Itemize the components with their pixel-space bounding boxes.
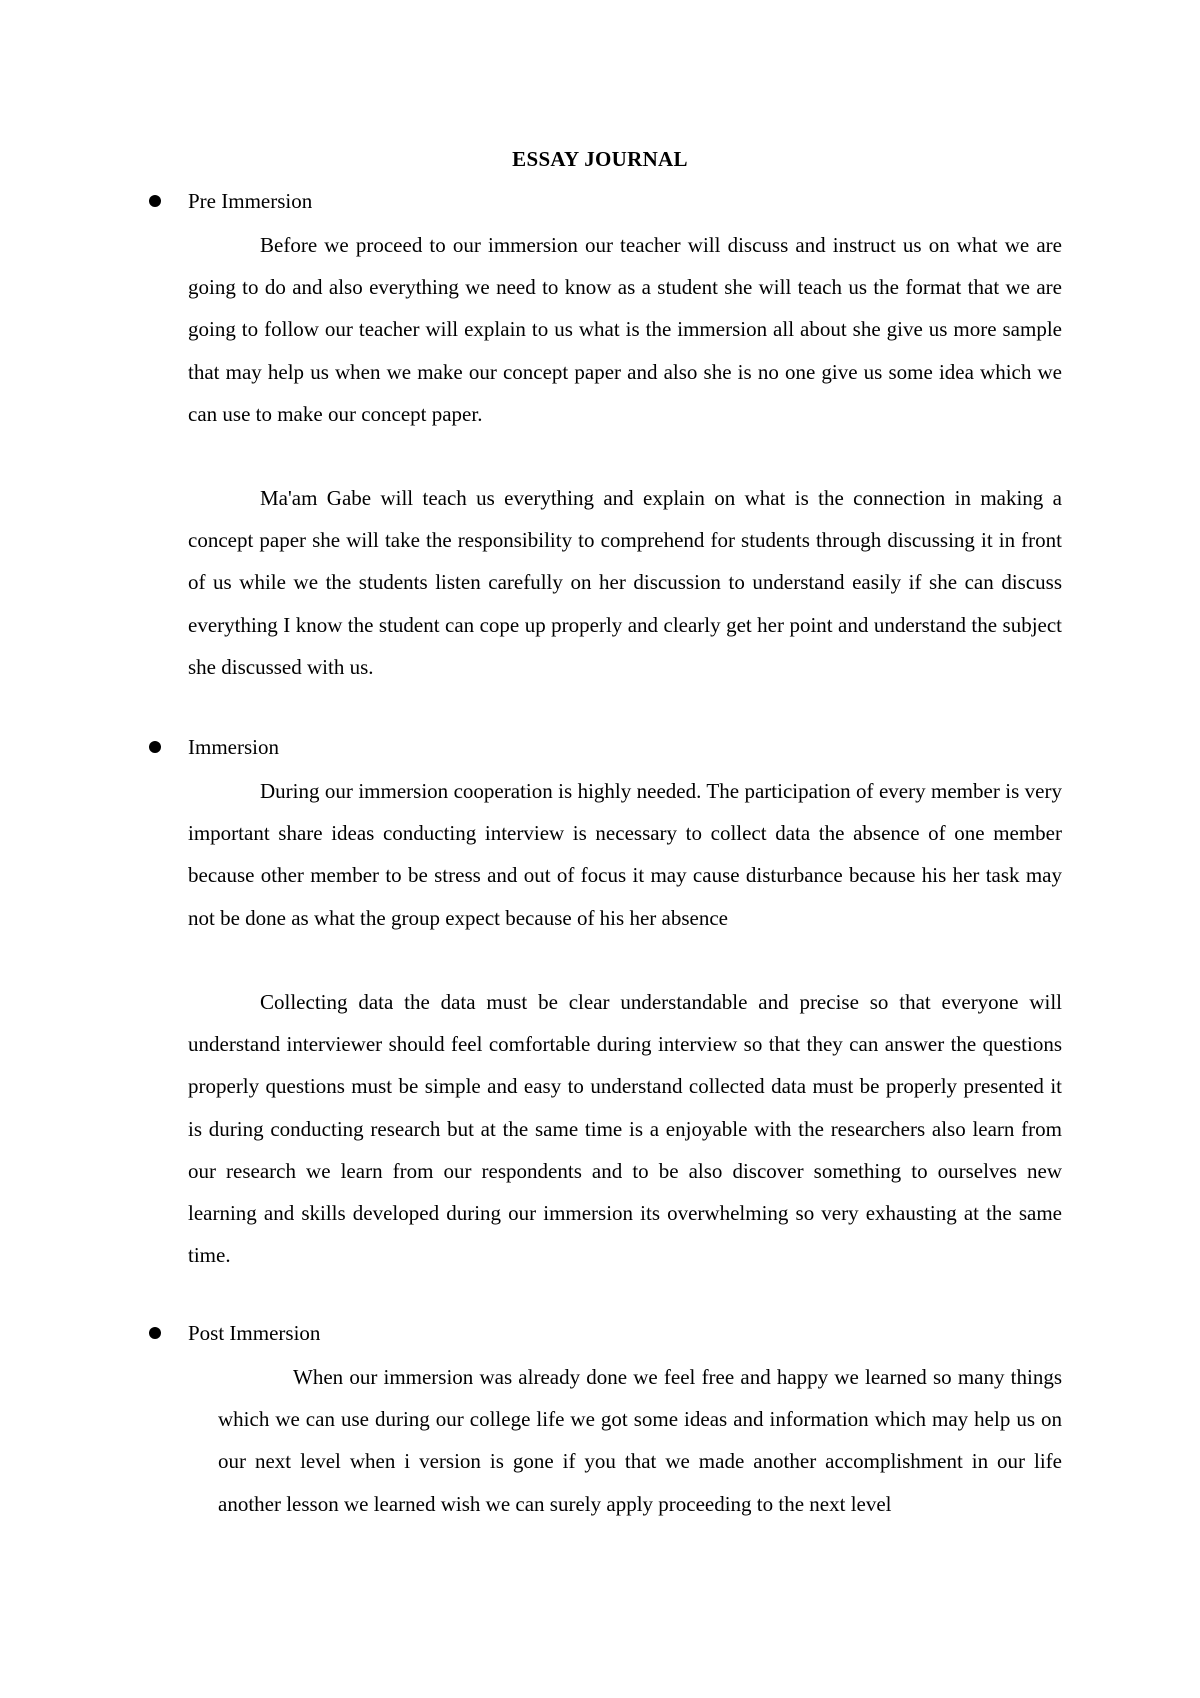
section-heading-post-immersion: Post Immersion [188, 1321, 321, 1345]
section-heading-pre-immersion: Pre Immersion [188, 189, 313, 213]
paragraph: Collecting data the data must be clear understandable and precise so that everyone will understand interviewer should feel comfortable during interview so that they can answer the questions properly questions must be simple and easy to understand collected data must be properly presented it is during conducting research but at the same time is a enjoyable with the researchers also learn from our research we learn from our respondents and to be also discover something to ourselves new learning and skills developed during our immersion its overwhelming so very exhausting at the same time. [188, 990, 1062, 1268]
paragraph: When our immersion was already done we feel free and happy we learned so many things which we can use during our college life we got some ideas and information which may help us on our next level when i version is gone if you that we made another accomplishment in our life another lesson we learned wish we can surely apply proceeding to the next level [218, 1365, 1062, 1516]
section-heading-immersion: Immersion [188, 735, 279, 759]
paragraph: During our immersion cooperation is highly needed. The participation of every member is very important share ideas conducting interview is necessary to collect data the absence of one member because other member to be stress and out of focus it may cause disturbance because his her task may not be done as what the group expect because of his her absence [188, 779, 1062, 930]
document-title: ESSAY JOURNAL [512, 147, 688, 171]
bullet-icon [149, 741, 161, 753]
paragraph: Before we proceed to our immersion our teacher will discuss and instruct us on what we are going to do and also everything we need to know as a student she will teach us the format that we are going to follow our teacher will explain to us what is the immersion all about she give us more sample that may help us when we make our concept paper and also she is no one give us some idea which we can use to make our concept paper. [188, 233, 1062, 426]
bullet-icon [149, 195, 161, 207]
paragraph: Ma'am Gabe will teach us everything and explain on what is the connection in making a concept paper she will take the responsibility to comprehend for students through discussing it in front of us while we the students listen carefully on her discussion to understand easily if she can discuss everything I know the student can cope up properly and clearly get her point and understand the subject she discussed with us. [188, 486, 1062, 679]
bullet-icon [149, 1327, 161, 1339]
